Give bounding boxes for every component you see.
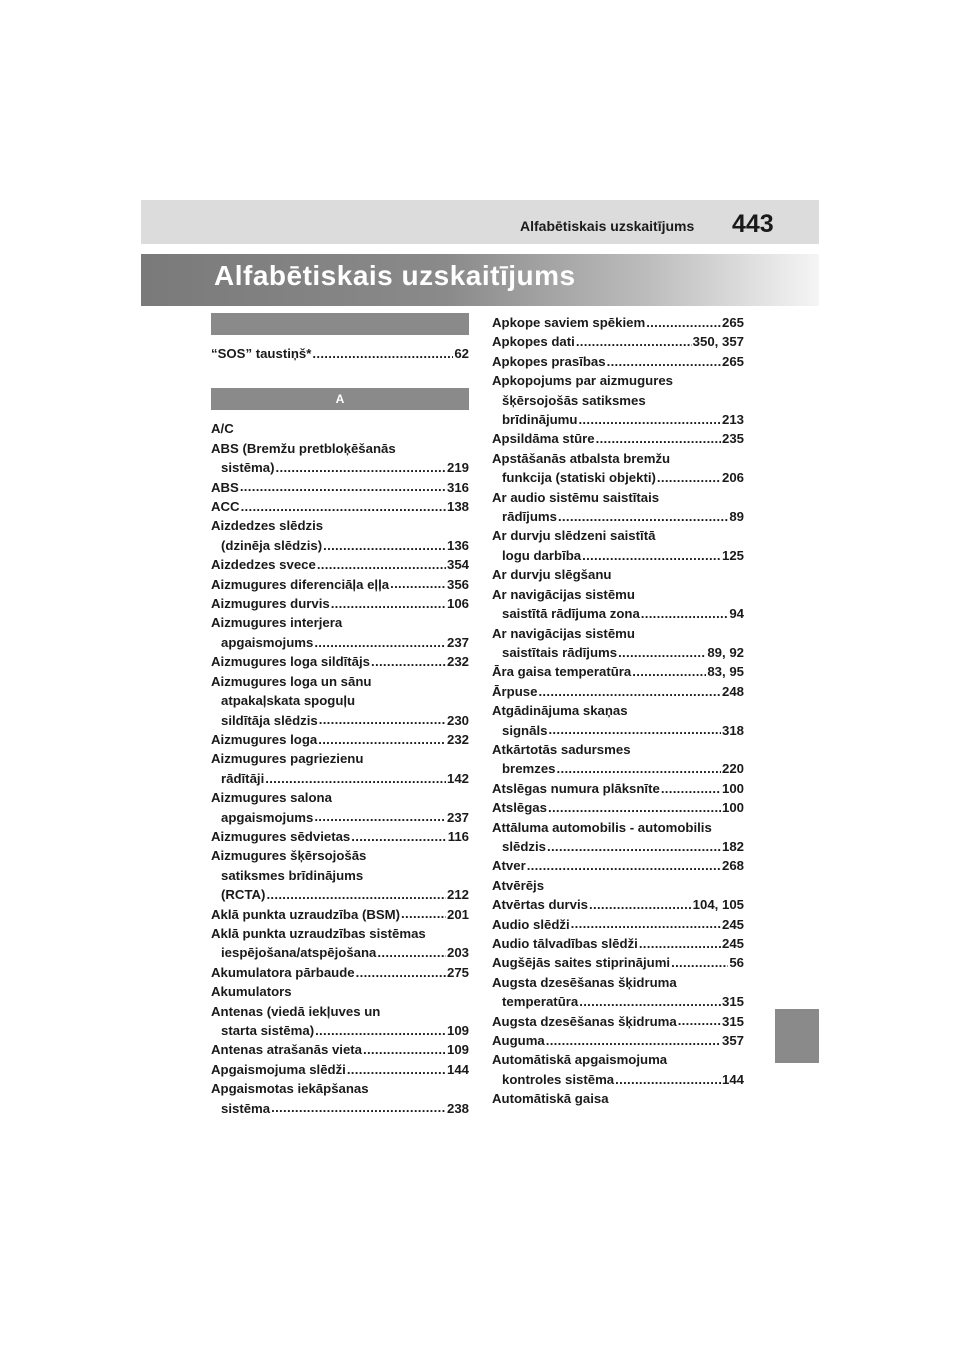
index-entry	[492, 953, 744, 972]
index-entry	[211, 846, 469, 865]
index-term: Atvērtas durvis	[492, 897, 589, 913]
index-entry	[492, 643, 744, 662]
dot-leader	[641, 605, 729, 618]
index-entry	[211, 1021, 469, 1040]
index-term: sistēma)	[221, 460, 275, 476]
index-term: apgaismojums	[221, 809, 314, 825]
index-entry	[492, 624, 744, 643]
dot-leader	[579, 993, 721, 1006]
index-entry	[211, 885, 469, 904]
dot-leader	[377, 944, 446, 957]
index-entry	[211, 905, 469, 924]
index-column-left	[211, 313, 469, 1118]
section-entries	[211, 419, 469, 1118]
index-term: Aklā punkta uzraudzības sistēmas	[211, 925, 426, 941]
index-term: Atkārtotās sadursmes	[492, 741, 631, 757]
dot-leader	[347, 1061, 446, 1074]
index-entry	[211, 1040, 469, 1059]
index-term: šķērsojošās satiksmes	[502, 392, 646, 408]
index-term: Audio slēdži	[492, 916, 570, 932]
dot-leader	[661, 780, 721, 793]
dot-leader	[548, 721, 721, 734]
index-page-ref: 230	[446, 712, 469, 728]
index-page-ref: 109	[446, 1023, 469, 1038]
index-term: ABS	[211, 479, 239, 495]
index-page-ref: 213	[721, 412, 744, 428]
dot-leader	[240, 478, 446, 491]
index-page-ref: 219	[446, 460, 469, 476]
dot-leader	[401, 905, 446, 918]
dot-leader	[323, 537, 446, 550]
dot-leader	[356, 964, 446, 977]
index-entry	[211, 808, 469, 827]
dot-leader	[314, 808, 446, 821]
index-term: Aizmugures durvis	[211, 596, 330, 612]
index-term: Atver	[492, 858, 526, 874]
index-page-ref: 136	[446, 537, 469, 553]
index-entry	[211, 439, 469, 458]
index-entry	[492, 856, 744, 875]
index-entry	[492, 876, 744, 895]
index-term: satiksmes brīdinājums	[221, 867, 364, 883]
index-entry	[211, 594, 469, 613]
index-term: Aizmugures sēdvietas	[211, 828, 351, 844]
index-entry	[492, 410, 744, 429]
index-page-ref: 203	[446, 945, 469, 961]
index-entry	[492, 915, 744, 934]
index-page-ref: 220	[721, 761, 744, 777]
dot-leader	[371, 653, 446, 666]
index-entry	[492, 391, 744, 410]
index-page-ref: 206	[721, 470, 744, 486]
index-entry	[492, 1031, 744, 1050]
dot-leader	[318, 731, 446, 744]
dot-leader	[265, 770, 446, 783]
index-entry	[492, 934, 744, 953]
index-term: Aizmugures loga sildītājs	[211, 654, 371, 670]
index-entry	[211, 536, 469, 555]
index-entry	[211, 749, 469, 768]
dot-leader	[646, 314, 721, 327]
index-term: Aizmugures salona	[211, 790, 332, 806]
index-term: Apkope saviem spēkiem	[492, 315, 646, 330]
index-term: saistītais rādījums	[502, 644, 618, 660]
index-entry	[492, 449, 744, 468]
index-term: ACC	[211, 499, 240, 515]
page-title: Alfabētiskais uzskaitījums	[214, 260, 576, 291]
index-entry	[211, 555, 469, 574]
index-entry	[492, 779, 744, 798]
index-term: iespējošana/atspējošana	[221, 945, 377, 961]
dot-leader	[317, 556, 446, 569]
index-entry	[492, 604, 744, 623]
index-page-ref: 144	[446, 1061, 469, 1077]
index-term: starta sistēma)	[221, 1023, 315, 1038]
index-term: apgaismojums	[221, 634, 314, 650]
index-term: Ar navigācijas sistēmu	[492, 625, 635, 641]
dot-leader	[571, 915, 721, 928]
index-term: brīdinājumu	[502, 412, 578, 428]
index-term: Ar durvju slēdzeni saistītā	[492, 528, 656, 544]
dot-leader	[527, 857, 721, 870]
index-term: Atslēgas	[492, 800, 547, 816]
index-page-ref: 237	[446, 809, 469, 825]
dot-leader	[276, 459, 446, 472]
index-term: “SOS” taustiņš*	[211, 346, 312, 361]
index-entry	[211, 516, 469, 535]
index-term: Āra gaisa temperatūra	[492, 664, 632, 680]
index-entry	[492, 352, 744, 371]
index-page-ref: 235	[721, 431, 744, 447]
index-page-ref: 62	[454, 346, 469, 361]
index-page-ref: 268	[721, 858, 744, 874]
index-term: Akumulators	[211, 984, 292, 1000]
dot-leader	[607, 353, 721, 366]
dot-leader	[314, 634, 446, 647]
index-entry	[492, 526, 744, 545]
index-entry	[211, 652, 469, 671]
index-term: funkcija (statiski objekti)	[502, 470, 656, 486]
dot-leader	[546, 1032, 721, 1045]
index-page-ref: 144	[721, 1071, 744, 1087]
index-entry	[492, 429, 744, 448]
index-entry	[492, 818, 744, 837]
index-column-right	[492, 313, 744, 1109]
header-section-title: Alfabētiskais uzskaitījums	[520, 218, 695, 234]
index-term: (dzinēja slēdzis)	[221, 537, 323, 553]
index-entry	[492, 973, 744, 992]
index-entry	[492, 585, 744, 604]
dot-leader	[615, 1071, 721, 1084]
section-letter-bar: A	[211, 388, 469, 410]
index-term: Aizmugures diferenciāļa eļļa	[211, 576, 390, 592]
index-term: Ar durvju slēgšanu	[492, 567, 612, 583]
page-number: 443	[732, 210, 774, 238]
index-entry	[492, 488, 744, 507]
dot-leader	[582, 547, 721, 560]
index-page-ref: 265	[721, 315, 744, 330]
index-term: Ar audio sistēmu saistītais	[492, 489, 660, 505]
dot-leader	[331, 595, 446, 608]
index-page-ref: 232	[446, 654, 469, 670]
index-term: logu darbība	[502, 547, 582, 563]
index-entry	[211, 419, 469, 438]
index-term: Aizmugures loga	[211, 731, 318, 747]
dot-leader	[618, 644, 706, 657]
index-page-ref: 357	[721, 1033, 744, 1049]
index-entry	[492, 332, 744, 351]
dot-leader	[312, 345, 453, 358]
index-page-ref: 316	[446, 479, 469, 495]
index-entry	[211, 1060, 469, 1079]
index-entry	[492, 759, 744, 778]
header-band	[141, 200, 819, 244]
index-term: Apgaismojuma slēdži	[211, 1061, 346, 1077]
index-entry	[492, 701, 744, 720]
index-term: Atslēgas numura plāksnīte	[492, 780, 660, 796]
index-entry	[211, 730, 469, 749]
index-term: Atgādinājuma skaņas	[492, 703, 628, 719]
index-term: Attāluma automobilis - automobilis	[492, 819, 712, 835]
index-entry	[211, 691, 469, 710]
index-page-ref: 232	[446, 731, 469, 747]
index-page-ref: 318	[721, 722, 744, 738]
index-page-ref: 237	[446, 634, 469, 650]
index-page-ref: 315	[721, 994, 744, 1010]
index-entry	[492, 798, 744, 817]
index-entry	[492, 895, 744, 914]
index-page-ref: 138	[446, 499, 469, 515]
index-entry	[211, 478, 469, 497]
dot-leader	[589, 896, 692, 909]
index-term: (RCTA)	[221, 887, 266, 903]
index-entry	[211, 711, 469, 730]
index-entry	[211, 982, 469, 1001]
dot-leader	[548, 799, 721, 812]
dot-leader	[266, 886, 446, 899]
index-entry	[492, 662, 744, 681]
dot-leader	[678, 1012, 721, 1025]
index-term: Ar navigācijas sistēmu	[492, 586, 635, 602]
index-term: sistēma	[221, 1100, 271, 1116]
dot-leader	[558, 508, 728, 521]
index-term: Aizmugures interjera	[211, 615, 343, 631]
dot-leader	[547, 838, 721, 851]
index-entry	[211, 633, 469, 652]
dot-leader	[557, 760, 721, 773]
dot-leader	[576, 333, 692, 346]
index-entry	[211, 924, 469, 943]
index-page-ref: 109	[446, 1042, 469, 1058]
index-entry	[211, 769, 469, 788]
dot-leader	[578, 411, 721, 424]
index-term: Automātiskā apgaismojuma	[492, 1052, 668, 1068]
index-page-ref: 315	[721, 1013, 744, 1029]
dot-leader	[596, 430, 721, 443]
index-term: kontroles sistēma	[502, 1071, 615, 1087]
dot-leader	[639, 935, 721, 948]
index-entry	[492, 507, 744, 526]
index-entry	[211, 963, 469, 982]
index-term: temperatūra	[502, 994, 579, 1010]
index-entry	[492, 1050, 744, 1069]
section-entries	[211, 344, 469, 363]
dot-leader	[632, 663, 706, 676]
index-entry	[211, 458, 469, 477]
index-entry	[492, 1070, 744, 1089]
dot-leader	[319, 711, 446, 724]
index-entry	[211, 1099, 469, 1118]
index-term: rādītāji	[221, 770, 265, 786]
dot-leader	[271, 1099, 446, 1112]
index-page-ref: 350, 357	[692, 334, 744, 350]
index-term: bremzes	[502, 761, 556, 777]
index-entry	[492, 682, 744, 701]
index-term: Aizmugures loga un sānu	[211, 673, 372, 689]
index-entry	[211, 827, 469, 846]
index-entry	[492, 468, 744, 487]
index-entry	[492, 721, 744, 740]
index-term: Apkopojums par aizmugures	[492, 373, 673, 389]
index-entry	[492, 837, 744, 856]
index-term: Aizmugures šķērsojošās	[211, 848, 367, 864]
index-page-ref: 245	[721, 936, 744, 951]
index-term: Auguma	[492, 1033, 545, 1049]
index-page-ref: 56	[729, 955, 744, 971]
index-term: A/C	[211, 421, 234, 437]
index-page-ref: 212	[446, 887, 469, 903]
index-term: Apgaismotas iekāpšanas	[211, 1081, 369, 1097]
index-page-ref: 201	[446, 906, 469, 922]
index-page-ref: 104, 105	[692, 897, 744, 913]
index-entry	[492, 371, 744, 390]
index-term: Atvērējs	[492, 877, 545, 893]
dot-leader	[241, 498, 446, 511]
index-term: Aklā punkta uzraudzība (BSM)	[211, 906, 401, 922]
index-term: ABS (Bremžu pretbloķēšanās	[211, 440, 396, 456]
index-page-ref: 94	[729, 606, 744, 622]
index-term: Ārpuse	[492, 683, 538, 699]
index-term: Apkopes dati	[492, 334, 575, 350]
index-entry	[211, 575, 469, 594]
index-entry	[492, 740, 744, 759]
side-thumb-tab	[775, 1009, 819, 1063]
index-term: Antenas atrašanās vieta	[211, 1042, 362, 1058]
index-page-ref: 245	[721, 916, 744, 932]
index-term: slēdzis	[502, 838, 546, 854]
index-entry	[492, 992, 744, 1011]
index-term: Antenas (viedā iekļuves un	[211, 1003, 381, 1019]
index-term: Apsildāma stūre	[492, 431, 595, 447]
index-term: Automātiskā gaisa	[492, 1091, 609, 1107]
index-entry	[492, 546, 744, 565]
index-entry	[211, 943, 469, 962]
dot-leader	[538, 683, 721, 696]
index-term: Apkopes prasības	[492, 353, 606, 369]
index-term: atpakaļskata spoguļu	[221, 693, 356, 709]
index-term: rādījums	[502, 509, 557, 525]
index-entry	[211, 1079, 469, 1098]
index-page-ref: 116	[447, 828, 469, 844]
index-term: Augšējās saites stiprinājumi	[492, 955, 671, 971]
index-page-ref: 356	[446, 576, 469, 592]
index-page-ref: 182	[721, 838, 744, 854]
section-letter-bar	[211, 313, 469, 335]
dot-leader	[351, 828, 446, 841]
index-term: Aizdedzes slēdzis	[211, 518, 324, 534]
index-page-ref: 248	[721, 683, 744, 699]
index-page-ref: 354	[446, 557, 469, 573]
index-page-ref: 106	[446, 596, 469, 612]
index-term: Akumulatora pārbaude	[211, 964, 355, 980]
dot-leader	[657, 469, 721, 482]
index-entry	[492, 1089, 744, 1108]
index-page-ref: 265	[721, 353, 744, 369]
index-term: Augsta dzesēšanas šķidruma	[492, 974, 677, 990]
index-entry	[492, 1012, 744, 1031]
index-term: Aizdedzes svece	[211, 557, 316, 573]
dot-leader	[390, 575, 446, 588]
index-term: sildītāja slēdzis	[221, 712, 318, 728]
index-page-ref: 89	[729, 509, 744, 525]
index-entry	[211, 1002, 469, 1021]
index-page-ref: 100	[721, 780, 744, 796]
index-entry	[211, 866, 469, 885]
index-entry	[211, 613, 469, 632]
dot-leader	[315, 1022, 446, 1035]
index-term: Audio tālvadības slēdži	[492, 936, 638, 951]
index-page-ref: 125	[721, 547, 744, 563]
dot-leader	[363, 1041, 446, 1054]
index-entry	[211, 497, 469, 516]
index-page-ref: 83, 95	[707, 664, 744, 680]
index-entry	[492, 313, 744, 332]
index-entry	[211, 344, 469, 363]
index-term: Aizmugures pagriezienu	[211, 751, 364, 767]
index-entry	[211, 672, 469, 691]
index-page-ref: 238	[446, 1100, 469, 1116]
index-entry	[492, 565, 744, 584]
index-entry	[211, 788, 469, 807]
index-page-ref: 142	[446, 770, 469, 786]
index-term: saistītā rādījuma zona	[502, 606, 640, 622]
index-term: Apstāšanās atbalsta bremžu	[492, 450, 671, 466]
index-page-ref: 100	[721, 800, 744, 816]
index-term: Augsta dzesēšanas šķidruma	[492, 1013, 677, 1029]
dot-leader	[671, 954, 728, 967]
index-term: signāls	[502, 722, 548, 738]
index-page-ref: 275	[446, 964, 469, 980]
index-page-ref: 89, 92	[707, 644, 744, 660]
